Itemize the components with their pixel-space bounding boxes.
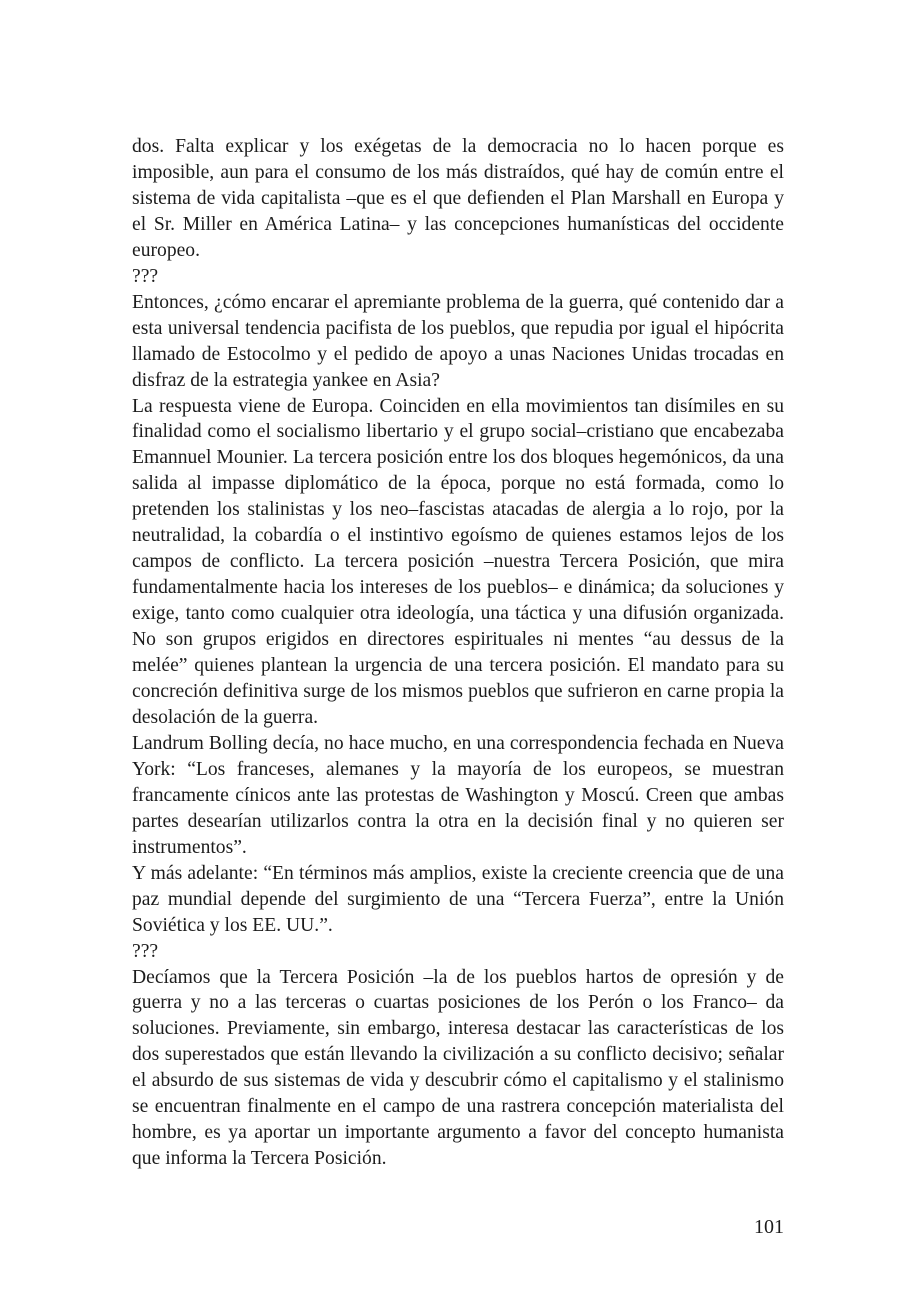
paragraph-4: Landrum Bolling decía, no hace mucho, en una correspondencia fechada en Nueva York: “Los franceses, alemanes y la mayoría de los europeos, se muestran francamente cínicos ante las protestas de Washington y Moscú. Creen que ambas partes desearían utilizarlos contra la otra en la decisión final y no quieren ser instrumentos”. [132,732,784,858]
page-number: 101 [754,1216,784,1238]
section-separator-2: ??? [132,940,159,962]
paragraph-1: dos. Falta explicar y los exégetas de la democracia no lo hacen porque es imposible, aun para el consumo de los más distraídos, qué hay de común entre el sistema de vida capitalista –que es el que defienden el Plan Marshall en Europa y el Sr. Miller en América Latina– y las concepciones humanísticas del occidente europeo. [132,136,784,261]
paragraph-3: La respuesta viene de Europa. Coinciden en ella movimientos tan disímiles en su finalidad como el socialismo libertario y el grupo social–cristiano que encabezaba Emannuel Mounier. La tercera posición entre los dos bloques hegemónicos, da una salida al impasse diplomático de la época, porque no está formada, como lo pretenden los stalinistas y los neo–fascistas atacadas de alergia a lo rojo, por la neutralidad, la cobardía o el instintivo egoísmo de quienes estamos lejos de los campos de conflicto. La tercera posición –nuestra Tercera Posición, que mira fundamentalmente hacia los intereses de los pueblos– e dinámica; da soluciones y exige, tanto como cualquier otra ideología, una táctica y una difusión organizada. No son grupos erigidos en directores espirituales ni mentes “au dessus de la meléе” quienes plantean la urgencia de una tercera posición. El mandato para su concreción definitiva surge de los mismos pueblos que sufrieron en carne propia la desolación de la guerra. [132,395,784,728]
paragraph-6: Decíamos que la Tercera Posición –la de los pueblos hartos de opresión y de guerra y no a las terceras o cuartas posiciones de los Perón o los Franco– da soluciones. Previamente, sin embargo, interesa destacar las características de los dos superestados que están llevando la civilización a su conflicto decisivo; señalar el absurdo de sus sistemas de vida y descubrir cómo el capitalismo y el stalinismo se encuentran finalmente en el campo de una rastrera concepción materialista del hombre, es ya aportar un importante argumento a favor del concepto humanista que informa la Tercera Posición. [132,966,784,1170]
body-text [132,134,784,1172]
section-separator-1: ??? [132,265,159,287]
paragraph-2: Entonces, ¿cómo encarar el apremiante problema de la guerra, qué contenido dar a esta universal tendencia pacifista de los pueblos, que repudia por igual el hipócrita llamado de Estocolmo y el pedido de apoyo a unas Naciones Unidas trocadas en disfraz de la estrategia yankee en Asia? [132,291,784,391]
paragraph-5: Y más adelante: “En términos más amplios, existe la creciente creencia que de una paz mundial depende del surgimiento de una “Tercera Fuerza”, entre la Unión Soviética y los EE. UU.”. [132,862,784,936]
